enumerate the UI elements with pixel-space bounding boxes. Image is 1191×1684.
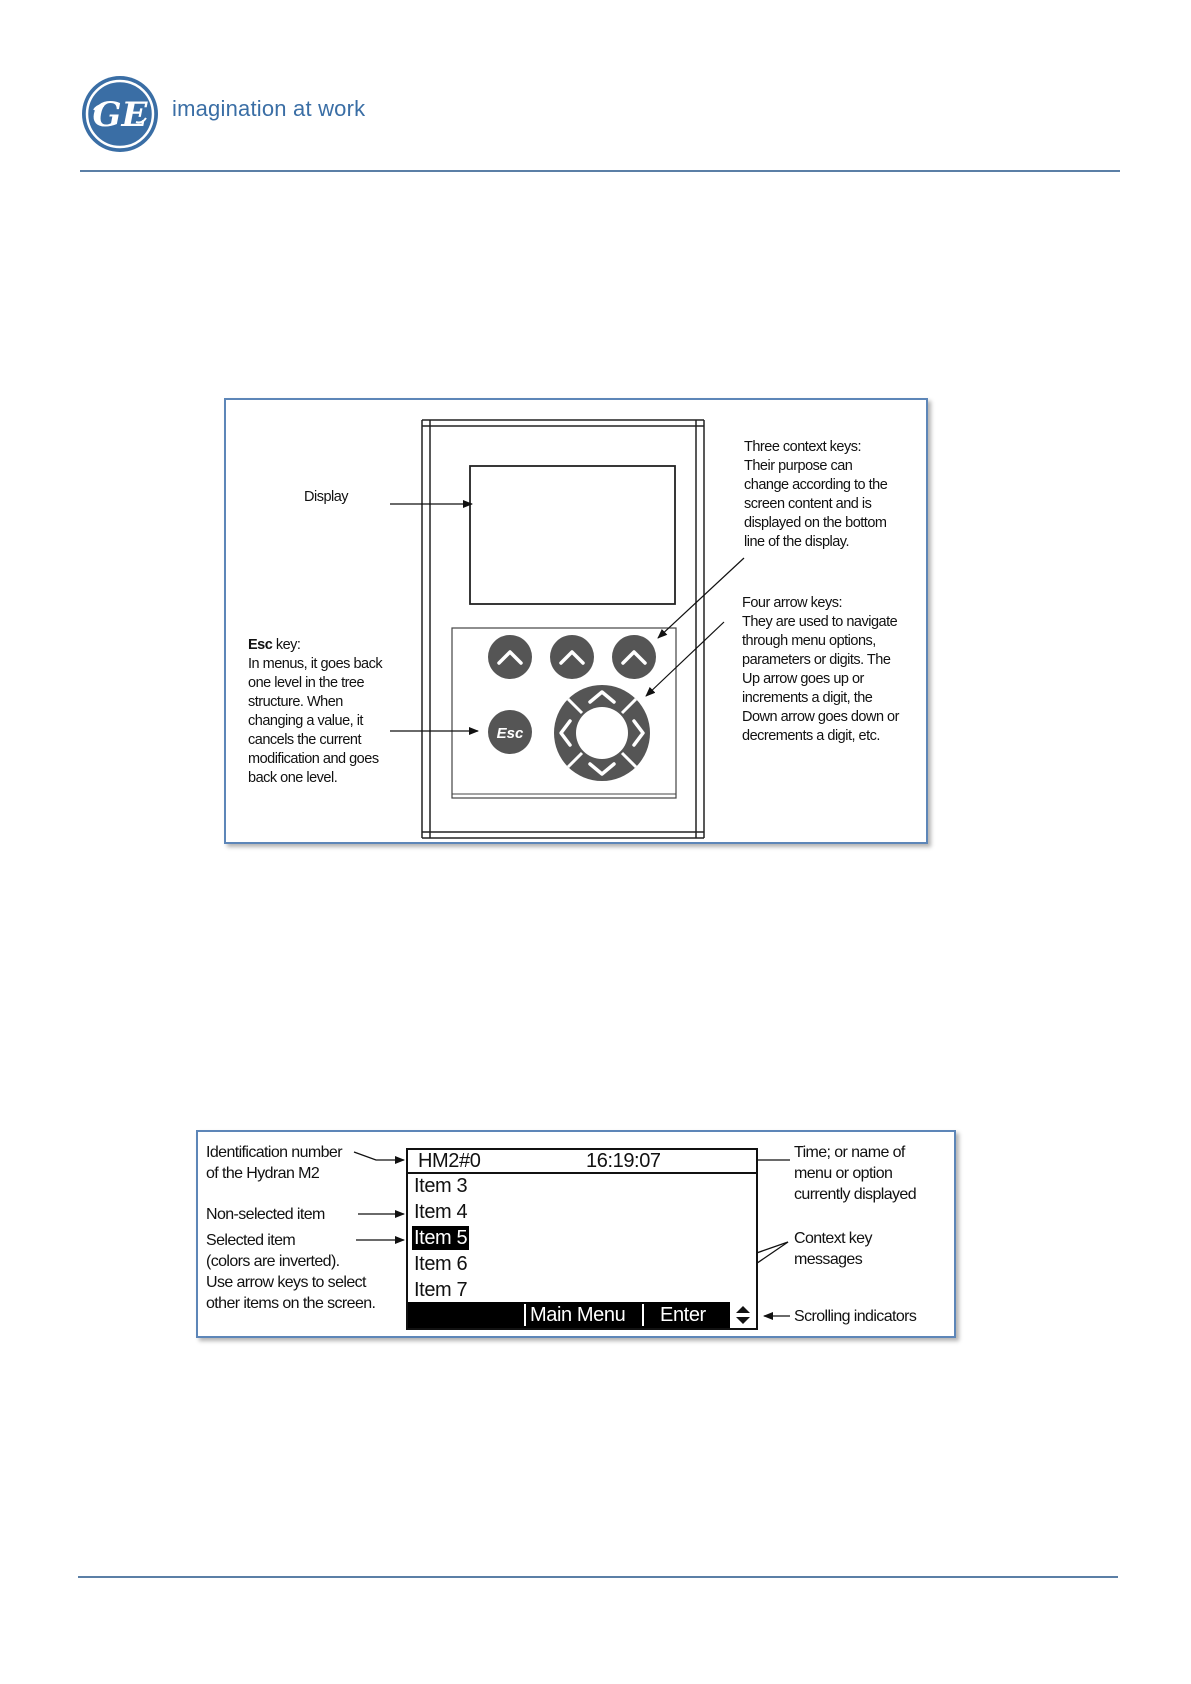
context-keys-callout: [744, 438, 887, 552]
scroll-down-icon: [736, 1317, 750, 1324]
context-keys-line: Their purpose can: [744, 458, 853, 474]
context-separator: [642, 1304, 644, 1326]
arrow-keypad: [554, 685, 650, 781]
lcd-menu-item: Item 7: [414, 1279, 468, 1301]
lcd-time: 16:19:07: [586, 1150, 661, 1172]
arrow-keys-callout: [742, 594, 899, 746]
non-selected-label: Non-selected item: [206, 1206, 325, 1223]
context-key-enter: Enter: [660, 1304, 706, 1326]
arrow-keys-line: Down arrow goes down or: [742, 709, 899, 725]
esc-key-line: back one level.: [248, 770, 338, 786]
arrow-keys-leader-arrow: [646, 622, 724, 696]
selected-label-line: (colors are inverted).: [206, 1253, 340, 1270]
esc-key-line: structure. When: [248, 694, 343, 710]
scrolling-indicators-label: Scrolling indicators: [794, 1308, 917, 1325]
esc-key-line: cancels the current: [248, 732, 362, 748]
esc-key-title-rest: key:: [272, 637, 301, 653]
context-keys-line: screen content and is: [744, 496, 872, 512]
arrow-keys-line: decrements a digit, etc.: [742, 728, 880, 744]
selected-label: [206, 1230, 375, 1314]
footer-divider: [78, 1576, 1118, 1578]
time-label-line: currently displayed: [794, 1186, 916, 1203]
header-divider: [80, 170, 1120, 172]
time-label-line: Time; or name of: [794, 1144, 905, 1161]
scroll-up-icon: [736, 1306, 750, 1313]
context-messages-label-line: messages: [794, 1251, 863, 1268]
time-label-line: menu or option: [794, 1165, 893, 1182]
esc-key-line: modification and goes: [248, 751, 379, 767]
context-keys-line: displayed on the bottom: [744, 515, 887, 531]
lcd-header-bar: [408, 1150, 756, 1174]
lcd-screen: [406, 1148, 758, 1330]
esc-key-line: changing a value, it: [248, 713, 363, 729]
lcd-menu-item-selected: Item 5: [414, 1227, 468, 1249]
lcd-figure: [196, 1130, 956, 1338]
arrow-keys-line: increments a digit, the: [742, 690, 873, 706]
lcd-context-bar: [408, 1302, 756, 1328]
lcd-menu-item: Item 6: [414, 1253, 468, 1275]
identification-label-line: Identification number: [206, 1144, 342, 1161]
context-keys-title: Three context keys:: [744, 439, 862, 455]
esc-key-line: In menus, it goes back: [248, 656, 383, 672]
display-screen: [470, 466, 675, 604]
context-messages-label-line: Context key: [794, 1230, 872, 1247]
ge-logo: [80, 74, 160, 154]
lcd-menu-item: Item 3: [414, 1175, 468, 1197]
arrow-keys-line: They are used to navigate: [742, 614, 898, 630]
esc-key-callout: [248, 636, 382, 788]
context-key-1: [488, 635, 532, 679]
selected-label-line: Selected item: [206, 1232, 296, 1249]
arrow-keys-line: Up arrow goes up or: [742, 671, 864, 687]
context-key-2: [550, 635, 594, 679]
esc-key-label: Esc: [496, 725, 524, 742]
context-messages-label: [794, 1228, 872, 1270]
tagline: imagination at work: [172, 96, 366, 121]
esc-key: [488, 710, 532, 754]
selected-label-line: Use arrow keys to select: [206, 1274, 366, 1291]
time-label: [794, 1142, 916, 1205]
arrow-keys-line: through menu options,: [742, 633, 876, 649]
identification-label: [206, 1142, 342, 1184]
keypad-figure: [224, 398, 928, 844]
esc-key-title: [248, 636, 382, 655]
context-key-main-menu: Main Menu: [530, 1304, 626, 1326]
selected-label-line: other items on the screen.: [206, 1295, 376, 1312]
esc-key-title-bold: Esc: [248, 637, 273, 653]
display-callout: Display: [304, 489, 349, 505]
arrow-keys-title: Four arrow keys:: [742, 595, 842, 611]
identification-label-line: of the Hydran M2: [206, 1165, 320, 1182]
arrow-keys-line: parameters or digits. The: [742, 652, 891, 668]
context-keys-line: line of the display.: [744, 534, 849, 550]
context-key-3: [612, 635, 656, 679]
context-separator: [524, 1304, 526, 1326]
scrolling-indicator: [730, 1302, 756, 1328]
lcd-menu-item: Item 4: [414, 1201, 468, 1223]
id-leader-arrow: [354, 1152, 404, 1160]
context-keys-line: change according to the: [744, 477, 888, 493]
esc-key-line: one level in the tree: [248, 675, 365, 691]
lcd-identification: HM2#0: [418, 1150, 481, 1172]
ge-logo-text: GE: [92, 95, 148, 135]
